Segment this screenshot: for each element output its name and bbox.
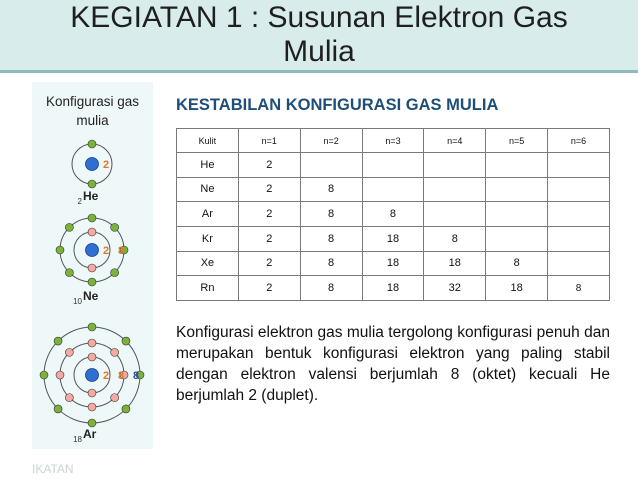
- table-cell: 18: [424, 251, 486, 276]
- table-cell: Ar: [177, 202, 239, 227]
- table-cell: 8: [548, 276, 610, 301]
- atom-panel-caption-2: mulia: [76, 113, 109, 128]
- table-row: [177, 177, 610, 202]
- table-cell: [424, 153, 486, 178]
- electron-dot: [111, 348, 119, 356]
- table-cell: [548, 177, 610, 202]
- table-cell: [548, 202, 610, 227]
- table-row: [177, 251, 610, 276]
- electron-dot: [88, 403, 96, 411]
- table-cell: [424, 177, 486, 202]
- electron-dot: [88, 323, 96, 331]
- atom-symbol-label: Ar: [83, 427, 97, 441]
- section-heading: KESTABILAN KONFIGURASI GAS MULIA: [176, 96, 499, 114]
- electron-dot: [122, 337, 130, 345]
- electron-dot: [54, 337, 62, 345]
- description-paragraph: Konfigurasi elektron gas mulia tergolong konfigurasi penuh dan merupakan bentuk konfigurasi elektron yang paling stabil dengan elektron valensi berjumlah 8 (oktet) kecuali He berjumlah 2 (duplet).: [176, 324, 610, 404]
- table-cell: Ne: [177, 177, 239, 202]
- electron-dot: [111, 394, 119, 402]
- table-header: n=3: [362, 129, 424, 153]
- table-row: [177, 226, 610, 251]
- table-cell: 8: [300, 177, 362, 202]
- atom-number-label: 2: [77, 197, 82, 206]
- table-cell: 8: [362, 202, 424, 227]
- electron-dot: [88, 140, 96, 148]
- electron-dot: [65, 223, 73, 231]
- table-cell: 18: [486, 276, 548, 301]
- nucleus-dot: [86, 369, 99, 382]
- electron-dot: [122, 405, 130, 413]
- table-cell: 18: [362, 226, 424, 251]
- table-header: n=1: [238, 129, 300, 153]
- electron-dot: [88, 180, 96, 188]
- electron-dot: [88, 278, 96, 286]
- atom-diagrams: [32, 82, 153, 449]
- configuration-table: [176, 128, 610, 301]
- table-cell: 8: [300, 226, 362, 251]
- table-cell: 2: [238, 276, 300, 301]
- table-cell: 18: [362, 251, 424, 276]
- table-cell: He: [177, 153, 239, 178]
- table-cell: 32: [424, 276, 486, 301]
- atom-number-label: 18: [73, 435, 82, 444]
- table-cell: 8: [300, 276, 362, 301]
- slide-title-line-1: KEGIATAN 1 : Susunan Elektron Gas: [70, 1, 568, 34]
- electron-dot: [56, 371, 64, 379]
- table-cell: 2: [238, 226, 300, 251]
- electron-dot: [111, 269, 119, 277]
- electron-dot: [88, 339, 96, 347]
- electron-dot: [88, 353, 96, 361]
- table-cell: 8: [424, 226, 486, 251]
- table-cell: 8: [300, 251, 362, 276]
- electron-dot: [88, 264, 96, 272]
- table-cell: [486, 177, 548, 202]
- electron-dot: [65, 348, 73, 356]
- table-row: [177, 202, 610, 227]
- table-header-row: [177, 129, 610, 153]
- electron-dot: [40, 371, 48, 379]
- table-header: n=4: [424, 129, 486, 153]
- shell-electron-count: 8: [117, 370, 125, 382]
- footer-text: IKATAN: [32, 462, 74, 476]
- table-cell: [548, 153, 610, 178]
- table-cell: Kr: [177, 226, 239, 251]
- table-header: Kulit: [177, 129, 239, 153]
- electron-dot: [54, 405, 62, 413]
- table-cell: 2: [238, 153, 300, 178]
- table-cell: 18: [362, 276, 424, 301]
- table-cell: Xe: [177, 251, 239, 276]
- table-cell: [486, 202, 548, 227]
- shell-electron-count: 2: [102, 245, 110, 257]
- table-cell: 2: [238, 251, 300, 276]
- shell-electron-count: 8: [132, 370, 140, 382]
- table-cell: [300, 153, 362, 178]
- table-row: [177, 276, 610, 301]
- table-header: n=5: [486, 129, 548, 153]
- atom-number-label: 10: [73, 297, 82, 306]
- table-cell: 8: [486, 251, 548, 276]
- table-cell: [362, 177, 424, 202]
- table-cell: [486, 226, 548, 251]
- table-cell: 2: [238, 202, 300, 227]
- atom-panel-caption-1: Konfigurasi gas: [45, 94, 140, 109]
- table-cell: Rn: [177, 276, 239, 301]
- slide-title-line-2: Mulia: [283, 35, 355, 68]
- table-cell: 8: [300, 202, 362, 227]
- nucleus-dot: [86, 158, 99, 171]
- table-cell: 2: [238, 177, 300, 202]
- table-cell: [548, 226, 610, 251]
- atom-symbol-label: He: [83, 189, 99, 203]
- electron-dot: [56, 246, 64, 254]
- nucleus-dot: [86, 244, 99, 257]
- electron-dot: [88, 419, 96, 427]
- table-cell: [362, 153, 424, 178]
- shell-electron-count: 2: [102, 370, 110, 382]
- table-cell: [424, 202, 486, 227]
- shell-electron-count: 8: [117, 245, 125, 257]
- table-cell: [486, 153, 548, 178]
- electron-dot: [65, 269, 73, 277]
- shell-electron-count: 2: [102, 159, 110, 171]
- table-row: [177, 153, 610, 178]
- electron-dot: [111, 223, 119, 231]
- title-bar: [0, 0, 638, 73]
- electron-dot: [88, 389, 96, 397]
- table-cell: [548, 251, 610, 276]
- table-header: n=2: [300, 129, 362, 153]
- electron-dot: [88, 214, 96, 222]
- electron-dot: [65, 394, 73, 402]
- electron-dot: [88, 228, 96, 236]
- table-header: n=6: [548, 129, 610, 153]
- atom-symbol-label: Ne: [83, 289, 99, 303]
